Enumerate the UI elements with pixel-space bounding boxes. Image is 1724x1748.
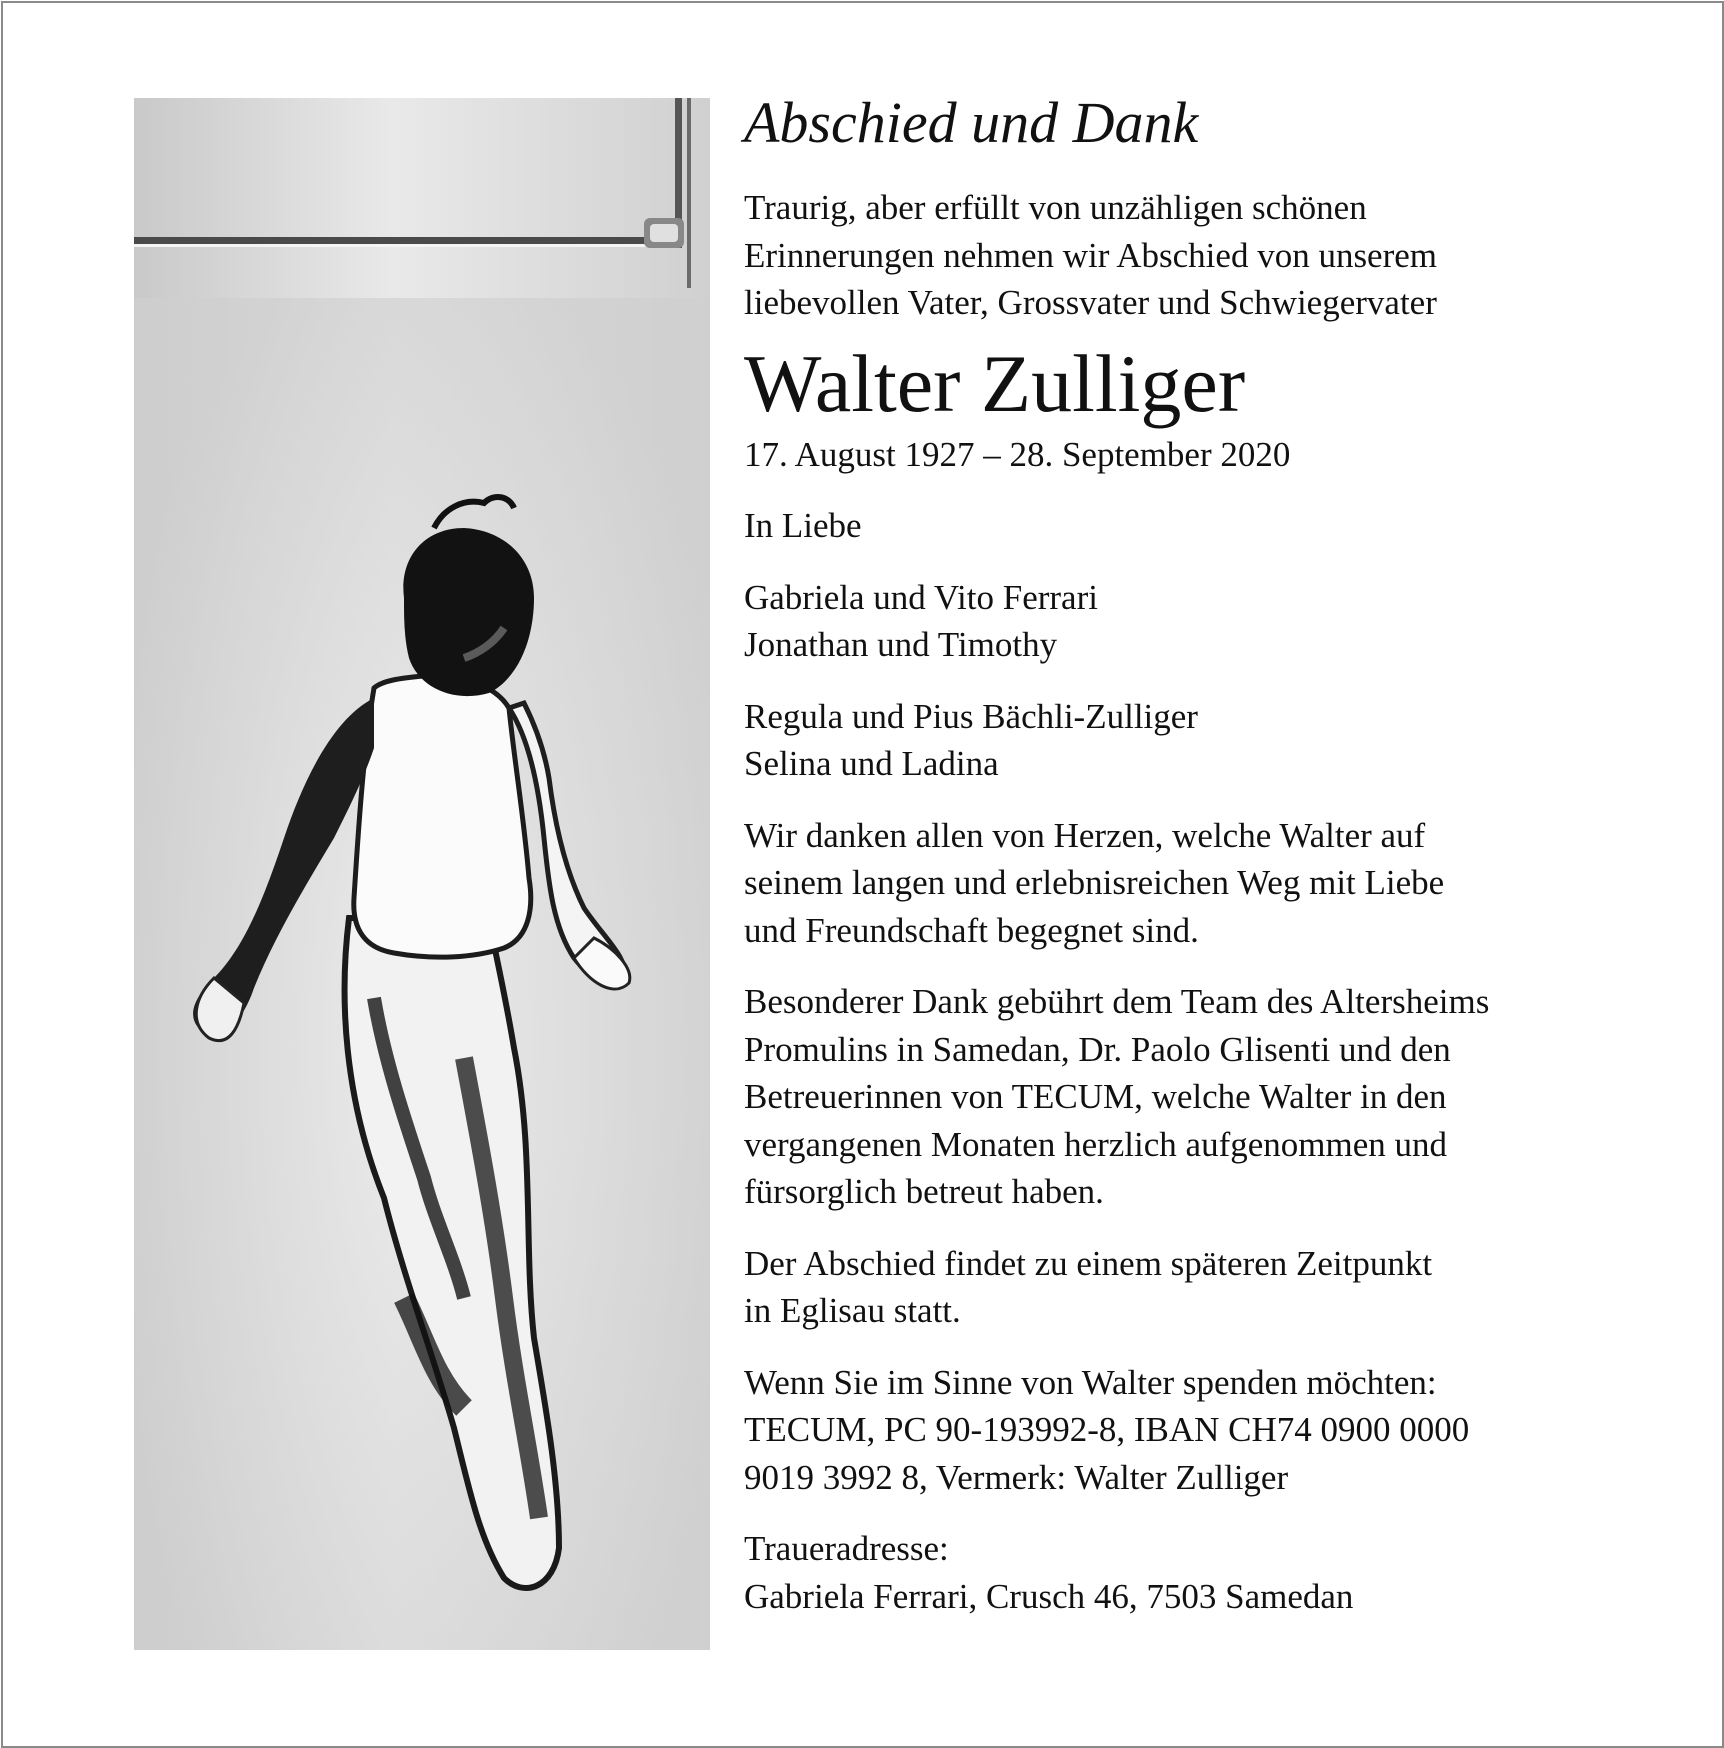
deceased-name: Walter Zulliger: [744, 337, 1246, 429]
thanks-all-paragraph: Wir danken allen von Herzen, welche Walter auf seinem langen und erlebnisreichen Weg mit Liebe und Freundschaft begegnet sind.: [744, 815, 1445, 950]
donation-paragraph: Wenn Sie im Sinne von Walter spenden möchten: TECUM, PC 90-193992-8, IBAN CH74 0900 0000 9019 3992 8, Vermerk: Walter Zulliger: [744, 1362, 1470, 1497]
special-thanks-paragraph: Besonderer Dank gebührt dem Team des Altersheims Promulins in Samedan, Dr. Paolo Glisenti und den Betreuerinnen von TECUM, welche Walter in den vergangenen Monaten herzlich aufgenommen und fürsorglich betreut haben.: [744, 982, 1490, 1211]
photo-illustration: [134, 98, 710, 1650]
family-group-2: Regula und Pius Bächli-Zulliger Selina und Ladina: [744, 696, 1198, 783]
photo-jumping-man: [134, 98, 710, 1650]
mourning-address: Traueradresse: Gabriela Ferrari, Crusch 46, 7503 Samedan: [744, 1529, 1354, 1616]
life-dates: 17. August 1927 – 28. September 2020: [744, 434, 1291, 474]
family-group-1: Gabriela und Vito Ferrari Jonathan und Timothy: [744, 577, 1098, 664]
heading: Abschied und Dank: [744, 90, 1199, 155]
farewell-paragraph: Der Abschied findet zu einem späteren Zeitpunkt in Eglisau statt.: [744, 1243, 1433, 1330]
intro-paragraph: Traurig, aber erfüllt von unzähligen schönen Erinnerungen nehmen wir Abschied von unserem liebevollen Vater, Grossvater und Schwiegervater: [744, 188, 1438, 322]
in-love-line: In Liebe: [744, 506, 862, 545]
notice-text: [744, 90, 1684, 1620]
